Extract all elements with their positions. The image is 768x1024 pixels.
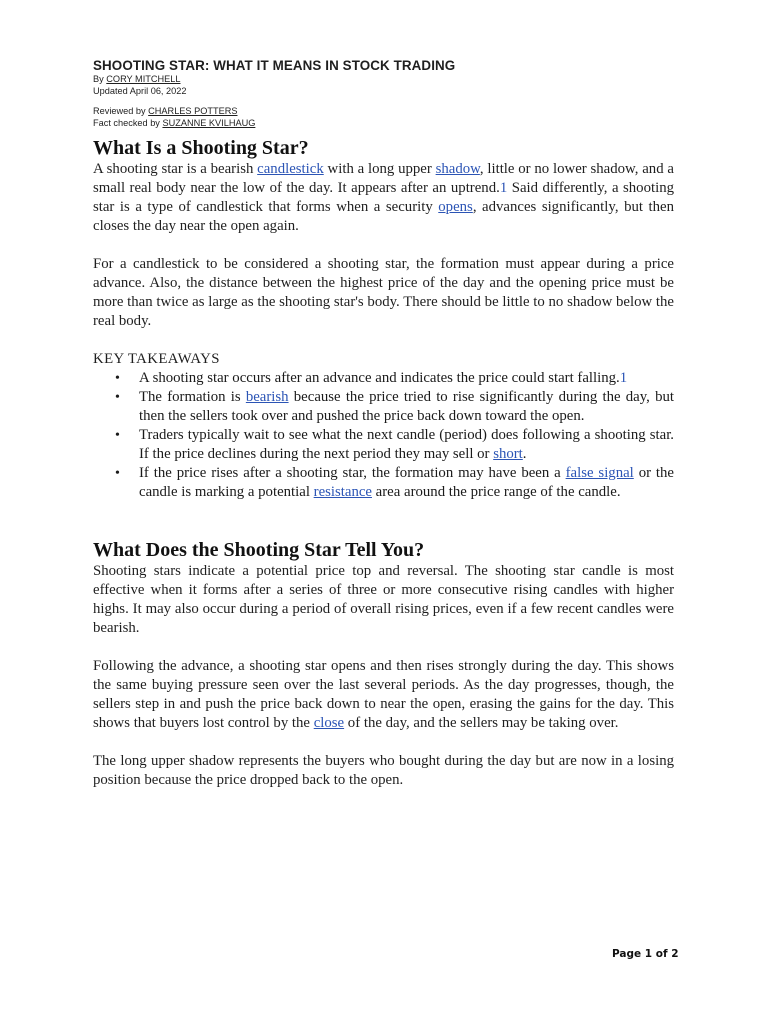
bullet: • (115, 371, 120, 386)
reference-1[interactable]: 1 (619, 370, 628, 386)
reviewed-label: Reviewed by (93, 106, 149, 116)
key-takeaways-title: KEY TAKEAWAYS (93, 351, 220, 367)
text: of the day, and the sellers may be taking over. (344, 715, 619, 731)
reviewed-by (93, 106, 683, 118)
paragraph-criteria: For a candlestick to be considered a shooting star, the formation must appear during a price advance. Also, the distance between the highest price of the day and the opening price must be more than twice as large as the shooting star's body. There should be little to no shadow below the real body. (93, 256, 674, 329)
false-signal-link[interactable]: false signal (565, 465, 634, 481)
paragraph-reversal: Shooting stars indicate a potential price top and reversal. The shooting star candle is most effective when it forms after a series of three or more consecutive rising candles with higher highs. It may also occur during a period of overall rising prices, even if a few recent candles were bearish. (93, 563, 674, 636)
list-item (93, 464, 674, 502)
updated-date: Updated April 06, 2022 (93, 85, 187, 96)
text: Traders typically wait to see what the next candle (period) does following a shooting star. If the price declines during the next period they may sell or (139, 427, 674, 462)
text: The formation is (139, 389, 246, 405)
short-link[interactable]: short (493, 446, 523, 462)
article-header (93, 58, 683, 129)
document-title: SHOOTING STAR: WHAT IT MEANS IN STOCK TRADING (93, 58, 456, 73)
reference-1[interactable]: 1 (499, 180, 508, 196)
list-item (93, 369, 674, 388)
bullet: • (115, 390, 120, 405)
text: with a long upper (323, 161, 436, 177)
close-link[interactable]: close (313, 715, 345, 731)
author-link[interactable]: CORY MITCHELL (106, 74, 181, 84)
candlestick-link[interactable]: candlestick (257, 161, 324, 177)
opens-link[interactable]: opens (438, 199, 473, 215)
article-body (93, 136, 674, 790)
section-heading-tell-you: What Does the Shooting Star Tell You? (93, 539, 425, 561)
reviewer-link[interactable]: CHARLES POTTERS (148, 106, 238, 116)
text: A shooting star occurs after an advance and indicates the price could start falling. (139, 370, 620, 386)
text: Following the advance, a shooting star opens and then rises strongly during the day. This shows the same buying pressure seen over the last several periods. As the day progresses, though, the sellers step in and push the price back down to near the open, erasing the gains for the day. This shows that buyers lost control by the (93, 658, 674, 731)
list-item (93, 388, 674, 426)
section-heading-what-is: What Is a Shooting Star? (93, 137, 309, 159)
shadow-link[interactable]: shadow (435, 161, 480, 177)
factcheck-label: Fact checked by (93, 117, 163, 128)
paragraph-advance (93, 657, 674, 733)
fact-checked-by (93, 118, 683, 130)
text: , advances significantly, but then closes the day near the open again. (93, 199, 674, 234)
page-number: Page 1 of 2 (612, 948, 679, 960)
factchecker-link[interactable]: SUZANNE KVILHAUG (162, 117, 256, 128)
paragraph-upper-shadow: The long upper shadow represents the buyers who bought during the day but are now in a losing position because the price dropped back to the open. (93, 753, 674, 788)
resistance-link[interactable]: resistance (313, 484, 372, 500)
text: area around the price range of the candle. (371, 484, 621, 500)
text: , little or no lower shadow, and a small real body near the low of the day. It appears after an uptrend. (93, 161, 674, 196)
list-item (93, 426, 674, 464)
text: because the price tried to rise significantly during the day, but then the sellers took over and pushed the price back down toward the open. (139, 389, 674, 424)
bullet: • (115, 466, 120, 481)
by-label: By (93, 74, 107, 84)
paragraph-definition (93, 160, 674, 236)
text: A shooting star is a bearish (93, 161, 258, 177)
bearish-link[interactable]: bearish (245, 389, 289, 405)
text: If the price rises after a shooting star, the formation may have been a (139, 465, 566, 481)
byline (93, 74, 683, 86)
text: or the candle is marking a potential (139, 465, 674, 500)
bullet: • (115, 428, 120, 443)
text: Said differently, a shooting star is a type of candlestick that forms when a security (93, 180, 674, 215)
text: . (522, 446, 527, 462)
key-takeaways-list (93, 369, 674, 502)
